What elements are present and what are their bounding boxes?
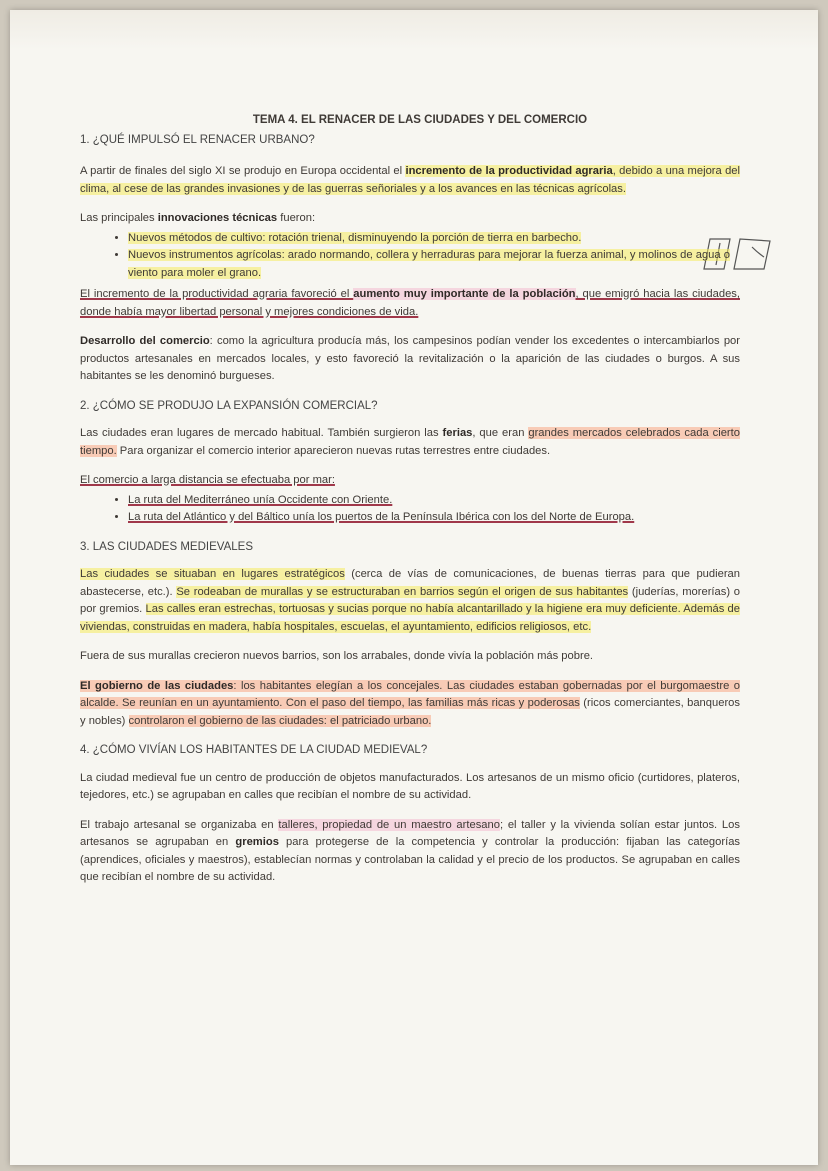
highlight-text: Las ciudades se situaban en lugares estratégicos bbox=[80, 568, 345, 580]
text: (cerca de vías de comunicaciones, de buenas tierras para que pudieran abastecerse, etc.). bbox=[80, 568, 740, 598]
text: ; el taller y la vivienda solían estar juntos. Los artesanos se agrupaban en bbox=[80, 818, 740, 848]
text: para protegerse de la competencia y controlar la producción: fijaban las categorías (aprendices, oficiales y maestros), establecían normas y controlaban la calidad y el precio de los productos. Se agrupaban en calles que recibían el nombre de su actividad. bbox=[80, 836, 741, 883]
section-heading-4: 4. ¿CÓMO VIVÍAN LOS HABITANTES DE LA CIUDAD MEDIEVAL? bbox=[80, 744, 428, 756]
text: (juderías, morerías) o por gremios. bbox=[80, 585, 740, 615]
text: Fuera de sus murallas crecieron nuevos barrios, son los arrabales, donde vivía la población más pobre. bbox=[80, 650, 594, 662]
paragraph bbox=[80, 210, 740, 228]
bullet-list bbox=[80, 492, 740, 527]
text: Las ciudades eran lugares de mercado habitual. También surgieron las bbox=[80, 427, 443, 439]
paragraph bbox=[80, 678, 740, 731]
text: : como la agricultura producía más, los campesinos podían vender los excedentes o intercambiarlos por productos artesanales en mercados locales, y esto favoreció la revitalización o la aparición de las ciudades o burgos. A sus habitantes se les denominó burgueses. bbox=[80, 335, 740, 382]
highlight-text: El gobierno de las ciudades bbox=[80, 679, 234, 692]
highlight-text: aumento muy importante de la población bbox=[353, 288, 576, 300]
highlight-text: : los habitantes elegían a los concejales. Las ciudades estaban gobernadas por el burgomaestre o alcalde. Se reunían en un ayuntamiento. Con el paso del tiempo, las familias más ricas y poderosas bbox=[80, 679, 740, 709]
paragraph bbox=[80, 648, 740, 666]
highlight-text: grandes mercados celebrados cada cierto tiempo. bbox=[80, 427, 740, 457]
highlight-text: incremento de la productividad agraria bbox=[405, 165, 613, 177]
paragraph bbox=[80, 163, 740, 198]
paragraph bbox=[80, 286, 740, 321]
list-item bbox=[128, 230, 740, 248]
highlight-text: Nuevos instrumentos agrícolas: arado normando, collera y herraduras para mejorar la fuerza animal, y molinos de agua o viento para moler el grano. bbox=[128, 249, 730, 279]
paragraph bbox=[80, 425, 740, 460]
list-item bbox=[128, 492, 740, 510]
paragraph bbox=[80, 817, 740, 887]
highlight-text: Nuevos métodos de cultivo: rotación trienal, disminuyendo la porción de tierra en barbecho. bbox=[128, 231, 582, 244]
text: (ricos comerciantes, banqueros y nobles) bbox=[80, 697, 740, 727]
bold-text: ferias bbox=[442, 427, 473, 439]
section-heading-3: 3. LAS CIUDADES MEDIEVALES bbox=[80, 540, 253, 553]
highlight-text: controlaron el gobierno de las ciudades: el patriciado urbano. bbox=[128, 714, 432, 727]
text: Las principales bbox=[80, 212, 158, 224]
bold-text: Desarrollo del comercio bbox=[80, 335, 210, 347]
paragraph bbox=[80, 472, 740, 490]
text: , que eran bbox=[472, 427, 529, 439]
paragraph bbox=[80, 566, 740, 636]
highlight-text: Las calles eran estrechas, tortuosas y sucias porque no había alcantarillado y la higiene era muy deficiente. Además de viviendas, construidas en madera, había hospitales, escuelas, el ayuntamiento, edificios religiosos, etc. bbox=[80, 603, 740, 633]
underlined-text: La ruta del Mediterráneo unía Occidente con Oriente. bbox=[128, 493, 393, 506]
paragraph bbox=[80, 770, 740, 805]
underlined-text: El comercio a larga distancia se efectuaba por mar: bbox=[80, 474, 335, 486]
highlight-text: talleres, propiedad de un maestro artesano bbox=[278, 818, 500, 831]
paragraph bbox=[80, 333, 740, 386]
underlined-text: , que emigró hacia las ciudades, donde había mayor libertad personal y mejores condiciones de vida. bbox=[80, 288, 740, 318]
text: A partir de finales del siglo XI se produjo en Europa occidental el bbox=[80, 165, 406, 177]
text: Para organizar el comercio interior aparecieron nuevas rutas terrestres entre ciudades. bbox=[116, 444, 551, 457]
list-item bbox=[128, 247, 740, 282]
section-heading-1: 1. ¿QUÉ IMPULSÓ EL RENACER URBANO? bbox=[80, 133, 315, 146]
text: fueron: bbox=[277, 212, 316, 224]
document-body bbox=[80, 112, 740, 899]
underlined-text: La ruta del Atlántico y del Báltico unía los puertos de la Península Ibérica con los del Norte de Europa. bbox=[128, 511, 635, 523]
text: El trabajo artesanal se organizaba en bbox=[80, 818, 279, 831]
underlined-text: El incremento de la productividad agraria favoreció el bbox=[80, 288, 354, 300]
page-title: TEMA 4. EL RENACER DE LAS CIUDADES Y DEL COMERCIO bbox=[252, 114, 588, 126]
highlight-text: Se rodeaban de murallas y se estructuraban en barrios según el origen de sus habitantes bbox=[176, 585, 629, 598]
text: La ciudad medieval fue un centro de producción de objetos manufacturados. Los artesanos de un mismo oficio (curtidores, plateros, tejedores, etc.) se agrupaban en calles que recibían el nombre de su actividad. bbox=[80, 771, 740, 801]
bold-text: innovaciones técnicas bbox=[157, 212, 278, 224]
list-item bbox=[128, 509, 740, 527]
bullet-list bbox=[80, 230, 740, 283]
bold-text: gremios bbox=[235, 836, 279, 848]
highlight-text: , debido a una mejora del clima, al cese de las grandes invasiones y de las guerras señoriales y a los avances en las técnicas agrícolas. bbox=[80, 165, 740, 195]
section-heading-2: 2. ¿CÓMO SE PRODUJO LA EXPANSIÓN COMERCIAL? bbox=[80, 399, 378, 412]
